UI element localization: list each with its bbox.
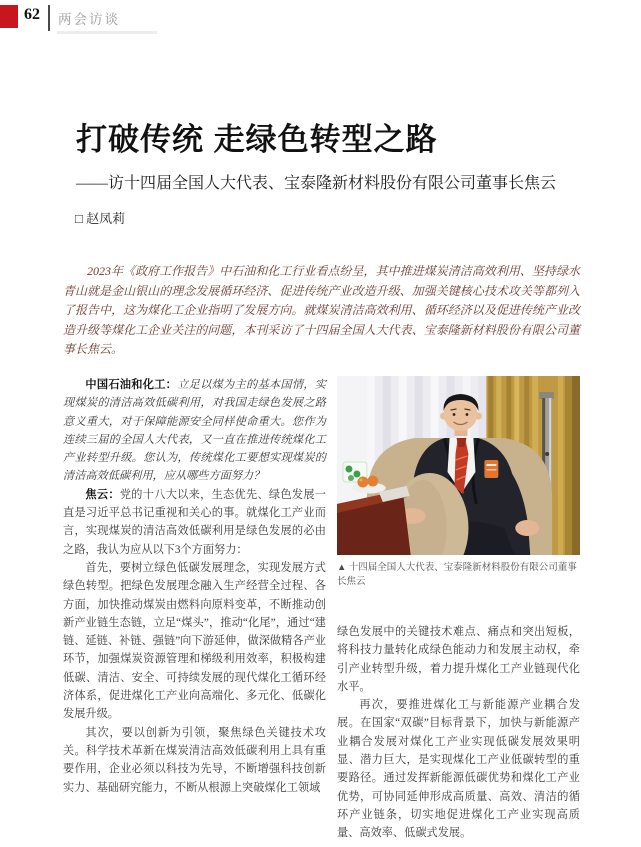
answer-paragraph-3-left: 其次，要以创新为引领，聚焦绿色关键技术攻关。科学技术革新在煤炭清洁高效低碳利用上具有重要作用，企业必须以科技为先导，不断增强科技创新实力、基础研究能力，不断从根源上突破煤化工领域 [63, 726, 326, 794]
red-accent-square [0, 5, 18, 28]
article-title: 打破传统 走绿色转型之路 [76, 122, 438, 157]
delegate-badge [484, 460, 498, 478]
interview-photo [337, 376, 580, 555]
left-column [63, 376, 326, 843]
question-paragraph [63, 376, 326, 486]
answer-paragraph-1 [63, 486, 326, 559]
right-column [337, 376, 580, 843]
section-label: 两会访谈 [58, 12, 120, 27]
answer-paragraph-2: 首先，要树立绿色低碳发展理念，实现发展方式绿色转型。把绿色发展理念融入生产经营全过程、各方面，加快推动煤炭由燃料向原料变革，不断推动创新产业链生态链，立足“煤头”，推动“化尾”，通过“建链、延链、补链、强链”向下游延伸，做深做精各产业环节，加强煤炭资源管理和梯级利用效率，积极构建低碳、清洁、安全、可持续发展的现代煤化工循环经济体系，促进煤化工产业向高端化、多元化、低碳化发展升级。 [63, 561, 326, 721]
intro-paragraph: 2023年《政府工作报告》中石油和化工行业看点纷呈，其中推进煤炭清洁高效利用、坚持绿水青山就是金山银山的理念发展循环经济、促进传统产业改造升级、加强关键核心技术攻关等都列入了报告中，这为煤化工企业指明了发展方向。就煤炭清洁高效利用、循环经济以及促进传统产业改造升级等煤化工企业关注的问题，本刊采访了十四届全国人大代表、宝泰隆新材料股份有限公司董事长焦云。 [63, 264, 580, 357]
article-subtitle: ——访十四届全国人大代表、宝泰隆新材料股份有限公司董事长焦云 [76, 175, 557, 192]
question-label: 中国石油和化工： [85, 379, 178, 391]
page-number: 62 [24, 6, 40, 23]
interview-figure [337, 376, 580, 589]
answer-paragraph-4: 再次，要推进煤化工与新能源产业耦合发展。在国家“双碳”目标背景下，加快与新能源产业耦合发展对煤化工产业实现低碳发展效果明显、潜力巨大，是实现煤化工产业低碳转型的重要路径。通过发挥新能源低碳优势和煤化工产业优势，可协同延伸形成高质量、高效、清洁的循环产业链条，切实地促进煤化工产业实现高质量、高效率、低碳式发展。 [337, 699, 580, 840]
question-text: 立足以煤为主的基本国情，实现煤炭的清洁高效低碳利用，对我国走绿色发展之路意义重大，对于保障能源安全同样使命重大。您作为连续三届的全国人大代表，又一直在推进传统煤化工产业转型升级。您认为，传统煤化工要想实现煤炭的清洁高效低碳利用，应从哪些方面努力？ [63, 379, 326, 483]
photo-caption: ▲ 十四届全国人大代表、宝泰隆新材料股份有限公司董事长焦云 [337, 563, 577, 587]
answer-label: 焦云： [85, 488, 120, 501]
header-divider [48, 5, 50, 31]
person-right-hand [515, 520, 539, 536]
text-columns [63, 376, 580, 843]
answer-paragraph-3-right: 绿色发展中的关键技术难点、痛点和突出短板，将科技力量转化成绿色能动力和发展主动权，牵引产业转型升级，着力提升煤化工产业链现代化水平。 [337, 626, 580, 693]
header-rule [57, 31, 157, 34]
author-byline: □ 赵凤莉 [75, 211, 126, 226]
answer-text-1: 党的十八大以来，生态优先、绿色发展一直是习近平总书记重视和关心的事。就煤化工产业而言，实现煤炭的清洁高效低碳利用是绿色发展的必由之路，我认为应从以下3个方面努力： [63, 488, 326, 556]
